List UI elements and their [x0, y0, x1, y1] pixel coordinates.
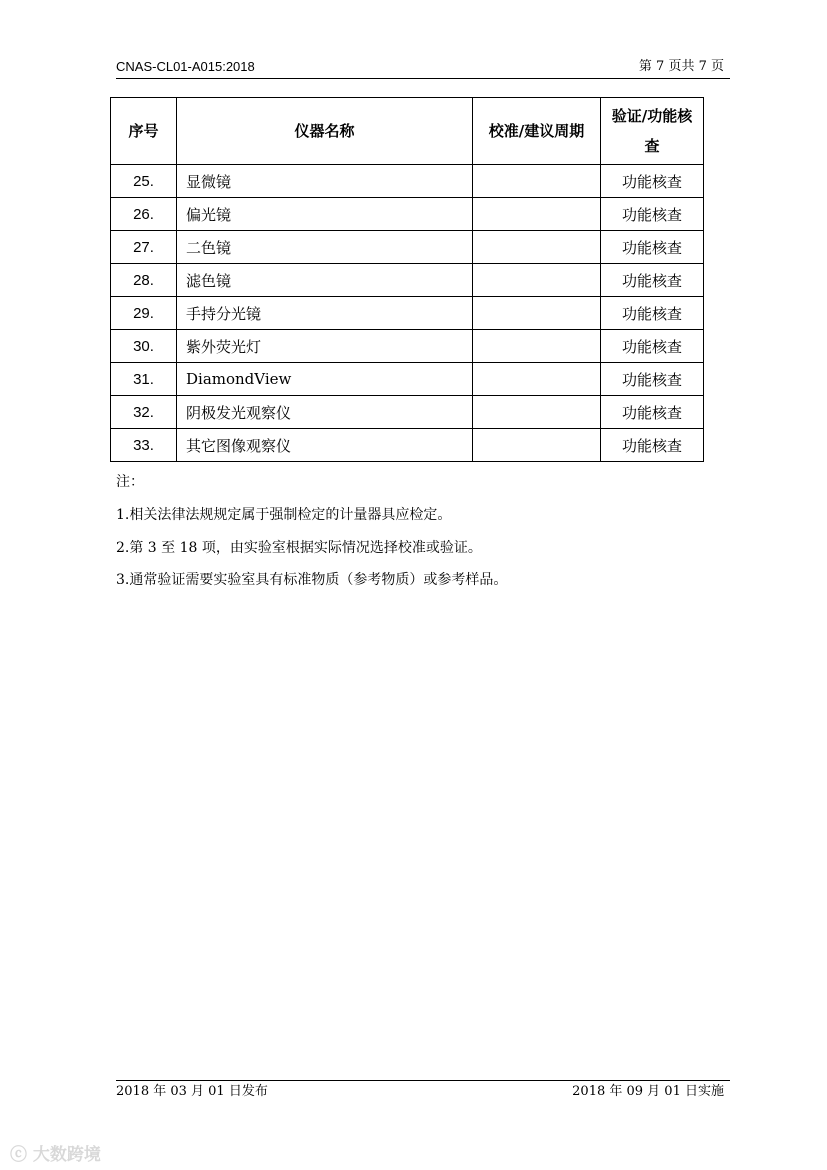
table-row: [111, 264, 704, 297]
calibration-period: [473, 264, 601, 297]
verification-method: 功能核查: [601, 429, 704, 462]
instrument-name: 紫外荧光灯: [177, 330, 473, 363]
verification-method: 功能核查: [601, 396, 704, 429]
row-number: 32.: [111, 396, 177, 429]
calibration-period: [473, 429, 601, 462]
calibration-period: [473, 396, 601, 429]
watermark-logo-icon: ⓒ: [10, 1145, 27, 1165]
calibration-period: [473, 198, 601, 231]
note-item: 3.通常验证需要实验室具有标准物质（参考物质）或参考样品。: [116, 572, 508, 588]
table-row: [111, 363, 704, 396]
instrument-name: 滤色镜: [177, 264, 473, 297]
verification-method: 功能核查: [601, 264, 704, 297]
instrument-table: [110, 97, 704, 462]
row-number: 30.: [111, 330, 177, 363]
page-header: [116, 58, 730, 76]
instrument-name: 其它图像观察仪: [177, 429, 473, 462]
column-header-verification: 验证/功能核查: [601, 98, 704, 165]
footer-divider: [116, 1080, 730, 1081]
note-item: 2.第 3 至 18 项，由实验室根据实际情况选择校准或验证。: [116, 540, 482, 556]
table-row: [111, 330, 704, 363]
document-code: CNAS-CL01-A015:2018: [116, 59, 255, 74]
verification-method: 功能核查: [601, 198, 704, 231]
table-header-row: [111, 98, 704, 165]
verification-method: 功能核查: [601, 297, 704, 330]
table-row: [111, 297, 704, 330]
watermark-text: 大数跨境: [32, 1145, 101, 1165]
column-header-calibration-period: 校准/建议周期: [473, 98, 601, 165]
row-number: 33.: [111, 429, 177, 462]
instrument-name: 阴极发光观察仪: [177, 396, 473, 429]
calibration-period: [473, 231, 601, 264]
issue-date: 2018 年 03 月 01 日发布: [116, 1084, 268, 1099]
watermark: [10, 1140, 101, 1165]
instrument-name: 显微镜: [177, 165, 473, 198]
row-number: 31.: [111, 363, 177, 396]
instrument-name: 偏光镜: [177, 198, 473, 231]
column-header-number: 序号: [111, 98, 177, 165]
instrument-name: DiamondView: [177, 363, 473, 396]
row-number: 25.: [111, 165, 177, 198]
row-number: 26.: [111, 198, 177, 231]
calibration-period: [473, 363, 601, 396]
notes-title: 注：: [116, 474, 144, 490]
row-number: 28.: [111, 264, 177, 297]
instrument-name: 二色镜: [177, 231, 473, 264]
effective-date: 2018 年 09 月 01 日实施: [572, 1084, 724, 1099]
calibration-period: [473, 330, 601, 363]
verification-method: 功能核查: [601, 165, 704, 198]
note-item: 1.相关法律法规规定属于强制检定的计量器具应检定。: [116, 507, 452, 523]
instrument-name: 手持分光镜: [177, 297, 473, 330]
page-footer: [116, 1083, 730, 1101]
calibration-period: [473, 165, 601, 198]
table-row: [111, 231, 704, 264]
table-row: [111, 165, 704, 198]
verification-method: 功能核查: [601, 231, 704, 264]
verification-method: 功能核查: [601, 330, 704, 363]
table-row: [111, 198, 704, 231]
column-header-instrument-name: 仪器名称: [177, 98, 473, 165]
row-number: 27.: [111, 231, 177, 264]
table-row: [111, 396, 704, 429]
header-divider: [116, 78, 730, 79]
verification-method: 功能核查: [601, 363, 704, 396]
table-row: [111, 429, 704, 462]
page-number: 第 7 页共 7 页: [638, 59, 724, 74]
row-number: 29.: [111, 297, 177, 330]
calibration-period: [473, 297, 601, 330]
